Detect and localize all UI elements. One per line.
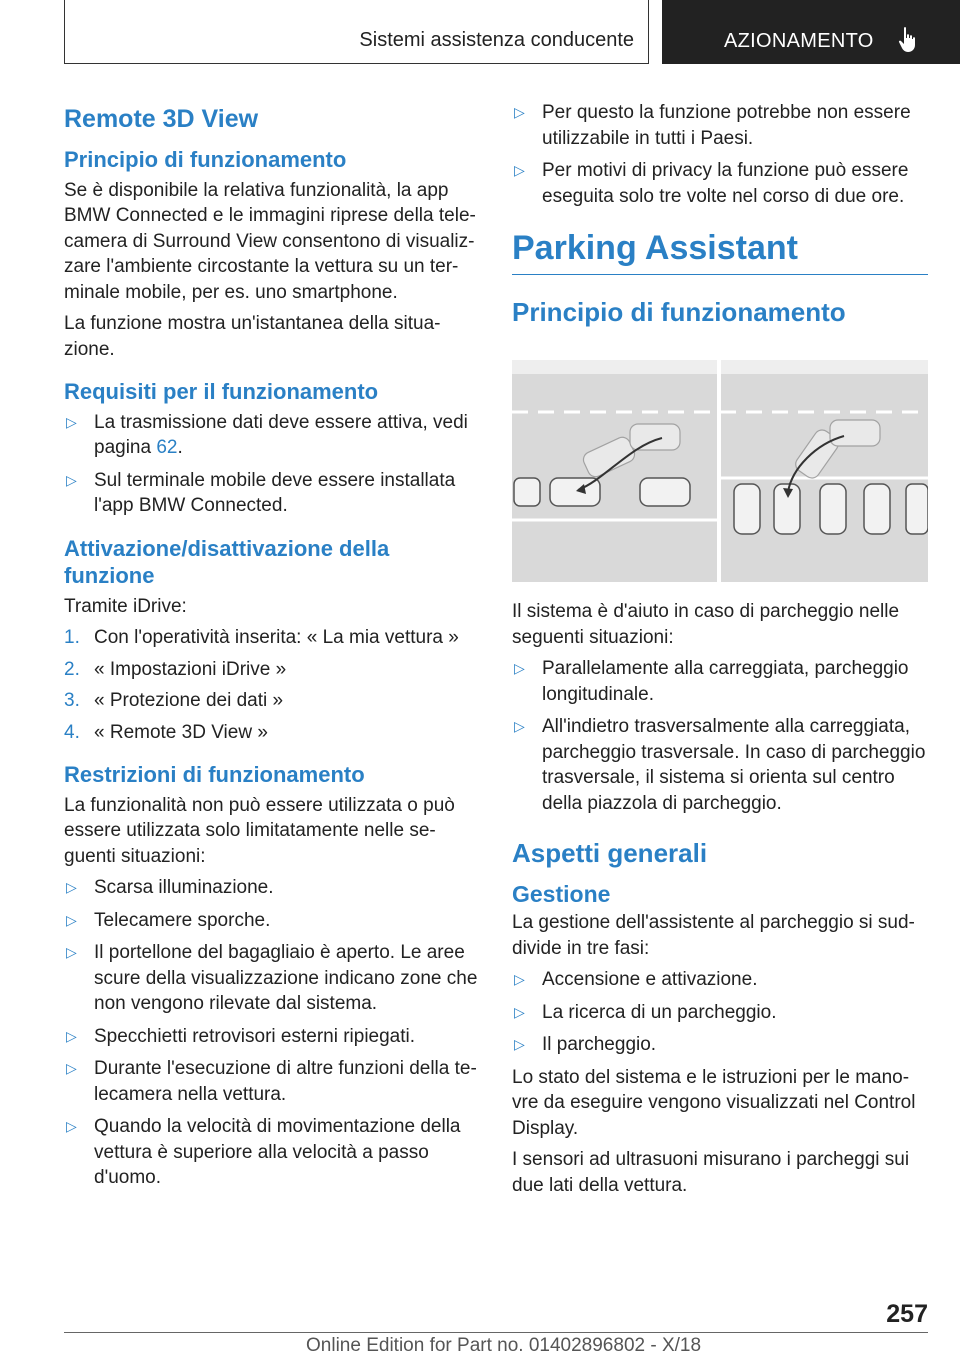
footer-edition: Online Edition for Part no. 01402896802 - X/18 — [306, 1335, 702, 1356]
step-item: 4. « Remote 3D View » — [64, 721, 268, 743]
hand-pointer-icon — [896, 26, 920, 54]
section-title: Sistemi assistenza conducente — [359, 29, 634, 51]
step-item: 1. Con l'operatività inserita: « La mia vettura » — [64, 627, 459, 648]
parking-principle-heading: Principio di funzionamento — [512, 297, 846, 327]
triangle-bullet-icon: ▷ — [66, 1118, 77, 1134]
activation-intro: Tramite iDrive: — [64, 595, 187, 617]
list-item: ▷ Scarsa illuminazione. — [64, 875, 478, 901]
step-item: 2. « Impostazioni iDrive » — [64, 658, 287, 680]
list-item: ▷ Il portellone del bagagliaio è aperto. Le aree scure della visualizzazione indicano zone che non vengono rilevate dal sistema. — [66, 942, 478, 1014]
list-item: ▷ Il parcheggio. — [512, 1032, 928, 1058]
operation-intro: La gestione dell'assistente al parcheggio si sud-divide in tre fasi: — [512, 912, 915, 959]
restrictions-list — [64, 875, 478, 1191]
list-item: ▷ Sul terminale mobile deve essere installata l'app BMW Connected. — [66, 469, 456, 516]
header-section-box — [64, 0, 649, 64]
parking-assistant-title: Parking Assistant — [512, 229, 928, 275]
list-item: ▷ Quando la velocità di movimentazione della vettura è superiore alla velocità a passo d'uomo. — [66, 1116, 461, 1188]
list-item: ▷ All'indietro trasversalmente alla carreggiata, parcheggio trasversale. In caso di parcheggio trasversale, il sistema si orienta sul centro della piazzola di parcheggio. — [514, 716, 926, 814]
triangle-bullet-icon: ▷ — [514, 971, 525, 987]
right-column — [512, 100, 928, 1204]
triangle-bullet-icon: ▷ — [514, 1003, 525, 1020]
triangle-bullet-icon: ▷ — [514, 660, 525, 676]
triangle-bullet-icon: ▷ — [514, 1036, 525, 1052]
triangle-bullet-icon: ▷ — [66, 1027, 77, 1044]
principle-paragraph-1: Se è disponibile la relativa funzionalità, la app BMW Connected e le immagini riprese della tele-camera di Surround View consentono di visualiz-zare l'ambiente circostante la vettura su un ter-minale mobile, per es. uno smartphone. — [64, 179, 476, 303]
general-aspects-heading: Aspetti generali — [512, 838, 708, 868]
parking-situations-list — [512, 656, 928, 816]
list-item: ▷ Specchietti retrovisori esterni ripiegati. — [64, 1024, 478, 1050]
operation-subheading: Gestione — [512, 881, 611, 907]
triangle-bullet-icon: ▷ — [66, 413, 77, 430]
principle-paragraph-2: La funzione mostra un'istantanea della situa-zione. — [64, 313, 441, 360]
footer-divider — [64, 1332, 928, 1333]
triangle-bullet-icon: ▷ — [514, 718, 525, 734]
sensors-paragraph: I sensori ad ultrasuoni misurano i parcheggi sui due lati della vettura. — [512, 1149, 910, 1196]
activation-steps — [64, 625, 478, 745]
triangle-bullet-icon: ▷ — [66, 944, 77, 960]
requirements-heading: Requisiti per il funzionamento — [64, 379, 379, 404]
triangle-bullet-icon: ▷ — [514, 162, 525, 178]
chapter-title: AZIONAMENTO — [724, 30, 874, 52]
requirements-list — [64, 410, 478, 519]
operation-phases-list — [512, 967, 928, 1058]
step-item: 3. « Protezione dei dati » — [64, 690, 284, 711]
activation-heading: Attivazione/disattivazione della funzione — [64, 535, 390, 588]
triangle-bullet-icon: ▷ — [66, 471, 77, 488]
parking-illustration — [512, 360, 928, 582]
list-item: ▷ La ricerca di un parcheggio. — [512, 1000, 928, 1026]
list-item: ▷ La trasmissione dati deve essere attiva, vedi pagina 62. — [66, 411, 468, 458]
restrictions-heading: Restrizioni di funzionamento — [64, 762, 365, 787]
page-link[interactable]: 62 — [156, 437, 178, 458]
triangle-bullet-icon: ▷ — [66, 879, 77, 895]
list-item: ▷ Accensione e attivazione. — [512, 967, 928, 993]
list-item: ▷ Parallelamente alla carreggiata, parcheggio longitudinale. — [514, 658, 909, 705]
list-item: ▷ Durante l'esecuzione di altre funzioni della te-lecamera nella vettura. — [66, 1058, 477, 1105]
triangle-bullet-icon: ▷ — [66, 1060, 77, 1076]
status-paragraph: Lo stato del sistema e le istruzioni per le mano-vre da eseguire vengono visualizzati nel Control Display. — [512, 1066, 916, 1139]
page-number: 257 — [886, 1300, 928, 1328]
parking-intro: Il sistema è d'aiuto in caso di parcheggio nelle seguenti situazioni: — [512, 601, 900, 648]
triangle-bullet-icon: ▷ — [66, 911, 77, 928]
header-chapter-box — [662, 0, 960, 64]
left-column — [64, 100, 478, 1198]
list-item: ▷ Telecamere sporche. — [64, 908, 478, 934]
remote-3d-view-title: Remote 3D View — [64, 105, 259, 133]
restrictions-intro: La funzionalità non può essere utilizzata o può essere utilizzata solo limitatamente nelle se-guenti situazioni: — [64, 794, 455, 867]
list-item: ▷ Per motivi di privacy la funzione può essere eseguita solo tre volte nel corso di due ore. — [514, 160, 909, 207]
list-item: ▷ Per questo la funzione potrebbe non essere utilizzabile in tutti i Paesi. — [514, 102, 911, 149]
triangle-bullet-icon: ▷ — [514, 104, 525, 120]
principle-heading: Principio di funzionamento — [64, 147, 347, 172]
restrictions-list-continued — [512, 100, 928, 209]
